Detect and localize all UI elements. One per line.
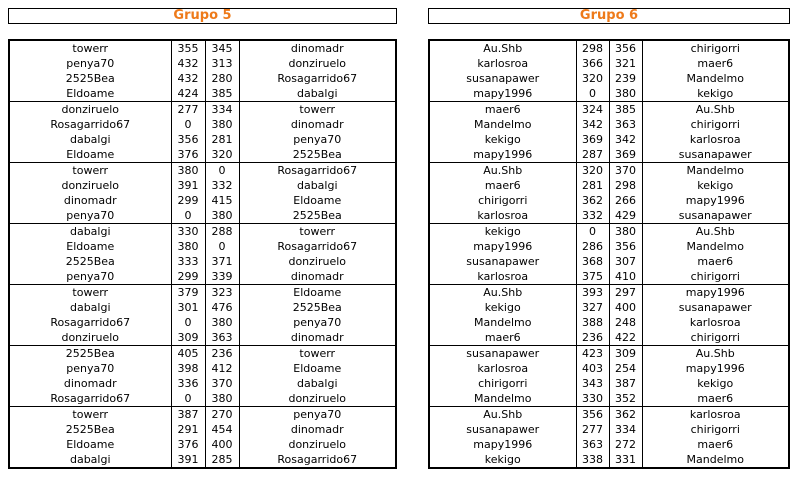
match-row [429,422,789,437]
away-score: 248 [609,315,642,330]
home-score: 291 [171,422,205,437]
away-player: dinomadr [290,423,344,436]
home-score: 277 [576,422,609,437]
home-score: 342 [576,117,609,132]
home-player: dinomadr [63,194,117,207]
away-player: chirigorri [690,331,740,344]
home-score: 298 [576,40,609,56]
away-score: 272 [609,437,642,452]
away-score: 288 [205,224,239,240]
match-row [9,269,396,285]
home-player: towerr [9,163,171,179]
away-score: 412 [205,361,239,376]
home-score: 299 [171,193,205,208]
away-player: karlosroa [689,133,741,146]
match-row [429,102,789,118]
match-row [9,285,396,301]
match-row [429,163,789,179]
away-score: 363 [609,117,642,132]
match-row [9,147,396,163]
away-player: chirigorri [690,270,740,283]
away-score: 239 [609,71,642,86]
match-row [9,422,396,437]
home-score: 0 [171,208,205,224]
home-score: 236 [576,330,609,346]
away-player: kekigo [697,377,734,390]
home-score: 301 [171,300,205,315]
away-score: 321 [609,56,642,71]
home-player: Eldoame [66,240,115,253]
home-score: 0 [576,224,609,240]
away-score: 280 [205,71,239,86]
away-player: Mandelmo [686,453,744,466]
home-player: 2525Bea [9,346,171,362]
home-score: 309 [171,330,205,346]
home-player: chirigorri [478,194,528,207]
match-row [429,132,789,147]
away-score: 356 [609,40,642,56]
away-player: towerr [239,224,396,240]
away-score: 362 [609,407,642,423]
home-player: 2525Bea [65,72,115,85]
away-score: 334 [205,102,239,118]
match-row [429,361,789,376]
away-score: 323 [205,285,239,301]
home-score: 380 [171,239,205,254]
home-score: 362 [576,193,609,208]
home-player: karlosroa [477,209,529,222]
away-score: 422 [609,330,642,346]
home-player: Mandelmo [474,118,532,131]
home-score: 405 [171,346,205,362]
away-score: 342 [609,132,642,147]
away-player: Mandelmo [686,72,744,85]
home-score: 0 [171,117,205,132]
away-score: 266 [609,193,642,208]
away-player: towerr [239,102,396,118]
home-score: 330 [171,224,205,240]
home-score: 332 [576,208,609,224]
home-score: 343 [576,376,609,391]
match-row [429,254,789,269]
match-row [9,452,396,468]
home-score: 0 [171,391,205,407]
match-row [9,391,396,407]
match-row [429,437,789,452]
home-score: 336 [171,376,205,391]
match-row [429,269,789,285]
match-row [9,102,396,118]
match-row [429,71,789,86]
away-player: donziruelo [288,255,347,268]
away-player: kekigo [697,179,734,192]
away-player: towerr [239,346,396,362]
home-player: donziruelo [61,331,120,344]
home-score: 333 [171,254,205,269]
home-player: susanapawer [429,346,576,362]
away-player: Mandelmo [642,163,789,179]
home-player: karlosroa [477,270,529,283]
group-6-table [428,39,790,469]
away-player: donziruelo [288,438,347,451]
away-player: mapy1996 [642,285,789,301]
home-score: 320 [576,163,609,179]
away-score: 380 [205,391,239,407]
away-player: susanapawer [678,209,752,222]
match-row [9,254,396,269]
match-row [9,224,396,240]
away-player: 2525Bea [292,148,342,161]
away-player: Au.Shb [642,102,789,118]
home-player: susanapawer [466,72,540,85]
match-row [9,117,396,132]
away-score: 380 [609,224,642,240]
home-player: mapy1996 [473,438,533,451]
match-row [9,330,396,346]
home-score: 379 [171,285,205,301]
home-score: 388 [576,315,609,330]
away-score: 307 [609,254,642,269]
home-score: 398 [171,361,205,376]
match-row [429,208,789,224]
away-player: dabalgi [296,87,338,100]
away-score: 370 [609,163,642,179]
away-player: donziruelo [288,57,347,70]
away-score: 380 [205,117,239,132]
match-row [9,315,396,330]
match-row [429,330,789,346]
away-player: maer6 [697,255,734,268]
home-score: 403 [576,361,609,376]
away-score: 285 [205,452,239,468]
home-player: maer6 [484,331,521,344]
group-5-title: Grupo 5 [8,8,397,24]
match-row [9,132,396,147]
away-player: penya70 [293,133,342,146]
match-row [9,376,396,391]
match-row [9,193,396,208]
home-score: 391 [171,178,205,193]
match-row [429,391,789,407]
away-player: Mandelmo [686,240,744,253]
away-player: Au.Shb [642,346,789,362]
away-score: 236 [205,346,239,362]
match-row [9,407,396,423]
away-player: mapy1996 [685,194,745,207]
match-row [429,224,789,240]
away-score: 385 [609,102,642,118]
home-score: 391 [171,452,205,468]
away-score: 298 [609,178,642,193]
away-player: karlosroa [642,407,789,423]
home-player: Rosagarrido67 [50,316,131,329]
home-score: 376 [171,147,205,163]
home-player: maer6 [484,179,521,192]
away-player: 2525Bea [292,301,342,314]
home-player: 2525Bea [65,423,115,436]
home-player: towerr [9,285,171,301]
match-row [429,117,789,132]
home-player: Mandelmo [474,392,532,405]
away-score: 385 [205,86,239,102]
home-score: 380 [171,163,205,179]
away-score: 380 [609,86,642,102]
match-row [429,178,789,193]
home-player: penya70 [66,362,115,375]
match-row [9,239,396,254]
home-player: dinomadr [63,377,117,390]
away-score: 345 [205,40,239,56]
away-score: 476 [205,300,239,315]
away-player: dinomadr [290,270,344,283]
match-row [9,300,396,315]
home-player: Au.Shb [483,42,523,55]
home-score: 393 [576,285,609,301]
home-player: penya70 [66,270,115,283]
away-score: 334 [609,422,642,437]
away-player: Eldoame [239,285,396,301]
away-player: chirigorri [690,118,740,131]
away-score: 0 [205,163,239,179]
away-player: maer6 [697,57,734,70]
away-score: 400 [205,437,239,452]
away-player: penya70 [239,407,396,423]
away-player: donziruelo [288,392,347,405]
match-row [429,147,789,163]
away-score: 369 [609,147,642,163]
home-score: 432 [171,71,205,86]
home-player: Au.Shb [429,407,576,423]
home-score: 320 [576,71,609,86]
away-player: mapy1996 [685,362,745,375]
home-player: kekigo [484,133,521,146]
home-score: 368 [576,254,609,269]
match-row [9,346,396,362]
home-player: susanapawer [466,423,540,436]
home-player: mapy1996 [473,87,533,100]
away-score: 297 [609,285,642,301]
away-score: 429 [609,208,642,224]
away-player: Rosagarrido67 [277,240,358,253]
match-row [9,208,396,224]
home-player: karlosroa [477,57,529,70]
away-player: dabalgi [296,377,338,390]
away-score: 270 [205,407,239,423]
match-row [9,71,396,86]
match-row [9,56,396,71]
away-player: Au.Shb [642,224,789,240]
home-player: Rosagarrido67 [50,392,131,405]
home-player: mapy1996 [473,148,533,161]
home-score: 299 [171,269,205,285]
match-row [429,315,789,330]
home-player: Rosagarrido67 [50,118,131,131]
away-score: 0 [205,239,239,254]
away-player: Eldoame [293,362,342,375]
home-score: 338 [576,452,609,468]
home-player: 2525Bea [65,255,115,268]
home-player: towerr [9,407,171,423]
home-player: penya70 [66,209,115,222]
home-player: kekigo [484,453,521,466]
away-player: dinomadr [290,42,344,55]
home-player: Eldoame [66,148,115,161]
home-player: chirigorri [478,377,528,390]
match-row [9,163,396,179]
home-score: 369 [576,132,609,147]
match-row [429,193,789,208]
away-player: karlosroa [689,316,741,329]
home-score: 330 [576,391,609,407]
home-player: donziruelo [61,179,120,192]
match-row [9,437,396,452]
match-row [429,452,789,468]
home-score: 356 [171,132,205,147]
away-score: 370 [205,376,239,391]
home-player: Au.Shb [429,163,576,179]
away-player: Rosagarrido67 [239,163,396,179]
home-player: Au.Shb [429,285,576,301]
home-player: kekigo [429,224,576,240]
away-score: 281 [205,132,239,147]
home-player: Eldoame [66,87,115,100]
away-score: 254 [609,361,642,376]
home-score: 424 [171,86,205,102]
away-score: 415 [205,193,239,208]
away-player: dinomadr [290,118,344,131]
away-player: chirigorri [690,42,740,55]
home-score: 327 [576,300,609,315]
home-score: 423 [576,346,609,362]
home-score: 387 [171,407,205,423]
away-player: penya70 [293,316,342,329]
away-score: 320 [205,147,239,163]
away-score: 339 [205,269,239,285]
home-player: dabalgi [69,301,111,314]
home-score: 356 [576,407,609,423]
away-player: susanapawer [678,301,752,314]
home-score: 376 [171,437,205,452]
home-score: 281 [576,178,609,193]
group-5-table [8,39,397,469]
match-row [9,178,396,193]
away-player: maer6 [697,392,734,405]
home-player: dabalgi [9,224,171,240]
home-score: 355 [171,40,205,56]
home-score: 324 [576,102,609,118]
home-score: 0 [576,86,609,102]
away-score: 371 [205,254,239,269]
home-score: 287 [576,147,609,163]
away-score: 380 [205,315,239,330]
home-score: 286 [576,239,609,254]
home-player: dabalgi [69,453,111,466]
match-row [429,56,789,71]
home-score: 375 [576,269,609,285]
away-player: 2525Bea [292,209,342,222]
home-player: Eldoame [66,438,115,451]
home-player: kekigo [484,301,521,314]
away-score: 387 [609,376,642,391]
group-6-title: Grupo 6 [428,8,790,24]
away-score: 410 [609,269,642,285]
match-row [429,86,789,102]
home-score: 363 [576,437,609,452]
away-score: 356 [609,239,642,254]
away-player: Eldoame [293,194,342,207]
match-row [429,239,789,254]
away-score: 352 [609,391,642,407]
away-player: maer6 [697,438,734,451]
away-player: dabalgi [296,179,338,192]
away-score: 380 [205,208,239,224]
match-row [9,86,396,102]
away-player: kekigo [697,87,734,100]
away-score: 313 [205,56,239,71]
match-row [9,361,396,376]
away-player: Rosagarrido67 [277,72,358,85]
away-score: 309 [609,346,642,362]
home-player: donziruelo [9,102,171,118]
away-player: chirigorri [690,423,740,436]
away-player: susanapawer [678,148,752,161]
home-player: mapy1996 [473,240,533,253]
home-score: 277 [171,102,205,118]
home-player: dabalgi [69,133,111,146]
home-player: maer6 [429,102,576,118]
match-row [429,376,789,391]
match-row [9,40,396,56]
match-row [429,407,789,423]
match-row [429,346,789,362]
away-score: 363 [205,330,239,346]
home-player: susanapawer [466,255,540,268]
away-player: dinomadr [290,331,344,344]
home-player: Mandelmo [474,316,532,329]
match-row [429,40,789,56]
away-player: Rosagarrido67 [277,453,358,466]
home-player: penya70 [66,57,115,70]
away-score: 454 [205,422,239,437]
home-score: 432 [171,56,205,71]
home-player: towerr [72,42,109,55]
home-player: karlosroa [477,362,529,375]
home-score: 366 [576,56,609,71]
home-score: 0 [171,315,205,330]
match-row [429,285,789,301]
away-score: 331 [609,452,642,468]
match-row [429,300,789,315]
away-score: 332 [205,178,239,193]
away-score: 400 [609,300,642,315]
